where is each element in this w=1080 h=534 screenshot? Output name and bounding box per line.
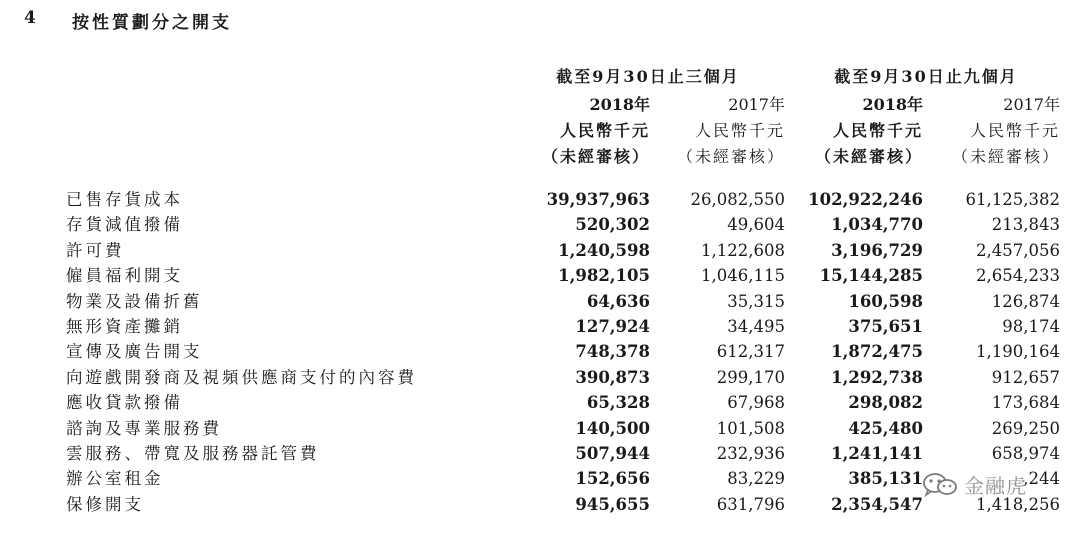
row-label: 應收貸款撥備 [66, 393, 183, 413]
table-row [0, 187, 1080, 212]
cell-2017-q3: 49,604 [727, 215, 785, 235]
cell-2017-q3: 83,229 [727, 469, 785, 489]
cell-2017-9m: 912,657 [991, 367, 1060, 387]
column-header-1 [510, 92, 650, 170]
section-title: 按性質劃分之開支 [72, 13, 232, 33]
table-row [0, 314, 1080, 339]
cell-2018-q3: 748,378 [575, 342, 650, 362]
cell-2017-q3: 101,508 [716, 418, 785, 438]
cell-2017-q3: 631,796 [716, 494, 785, 514]
cell-2018-9m: 375,651 [848, 316, 923, 336]
cell-2017-9m: 98,174 [1002, 316, 1060, 336]
column-audit-note: （未經審核） [814, 147, 923, 166]
table-row [0, 466, 1080, 491]
cell-2017-q3: 35,315 [727, 291, 785, 311]
cell-2018-9m: 1,292,738 [831, 367, 923, 387]
row-label: 保修開支 [66, 494, 144, 514]
row-label: 諮詢及專業服務費 [66, 418, 222, 438]
column-audit-note: （未經審核） [541, 147, 650, 166]
cell-2018-9m: 298,082 [848, 393, 923, 413]
row-label: 無形資產攤銷 [66, 316, 183, 336]
cell-2018-q3: 507,944 [575, 443, 650, 463]
column-unit: 人民幣千元 [832, 121, 923, 140]
column-year: 2018年 [589, 95, 650, 114]
cell-2018-q3: 945,655 [575, 494, 650, 514]
cell-2017-q3: 299,170 [716, 367, 785, 387]
column-year: 2018年 [862, 95, 923, 114]
watermark [922, 470, 1027, 499]
period-header-three-months: 截至9月30日止三個月 [556, 67, 740, 86]
row-label: 許可費 [66, 240, 125, 260]
column-unit: 人民幣千元 [969, 121, 1060, 140]
column-header-3 [783, 92, 923, 170]
cell-2018-q3: 64,636 [586, 291, 650, 311]
cell-2017-q3: 34,495 [727, 316, 785, 336]
cell-2018-9m: 15,144,285 [819, 266, 923, 286]
row-label: 已售存貨成本 [66, 190, 183, 209]
column-unit: 人民幣千元 [559, 121, 650, 140]
table-row [0, 365, 1080, 390]
column-unit: 人民幣千元 [694, 121, 785, 140]
cell-2018-9m: 102,922,246 [808, 190, 923, 209]
column-header-2 [645, 92, 785, 170]
row-label: 宣傳及廣告開支 [66, 342, 203, 362]
cell-2018-q3: 390,873 [575, 367, 650, 387]
cell-2017-9m: 61,125,382 [965, 190, 1060, 209]
cell-2018-q3: 140,500 [575, 418, 650, 438]
cell-2018-q3: 520,302 [575, 215, 650, 235]
cell-2018-q3: 1,240,598 [558, 240, 650, 260]
row-label: 雲服務、帶寬及服務器託管費 [66, 443, 320, 463]
cell-2017-q3: 1,122,608 [701, 240, 785, 260]
section-number: 4 [24, 8, 36, 28]
table-row [0, 238, 1080, 263]
cell-2018-9m: 160,598 [848, 291, 923, 311]
row-label: 向遊戲開發商及視頻供應商支付的內容費 [66, 367, 417, 387]
cell-2018-9m: 385,131 [848, 469, 923, 489]
period-header-nine-months: 截至9月30日止九個月 [834, 67, 1018, 86]
cell-2017-9m: 1,190,164 [976, 342, 1060, 362]
column-audit-note: （未經審核） [676, 147, 785, 166]
table-row [0, 441, 1080, 466]
column-year: 2017年 [1003, 95, 1060, 114]
cell-2018-9m: 3,196,729 [831, 240, 923, 260]
cell-2017-q3: 232,936 [716, 443, 785, 463]
cell-2018-9m: 2,354,547 [831, 494, 923, 514]
cell-2018-9m: 1,034,770 [831, 215, 923, 235]
column-header-4 [920, 92, 1060, 170]
cell-2017-q3: 26,082,550 [690, 190, 785, 209]
row-label: 辦公室租金 [66, 469, 164, 489]
watermark-text: 金融虎 [964, 474, 1027, 498]
column-audit-note: （未經審核） [951, 147, 1060, 166]
cell-2018-q3: 39,937,963 [546, 190, 650, 209]
cell-2017-9m: 2,654,233 [976, 266, 1060, 286]
cell-2017-9m: 2,457,056 [976, 240, 1060, 260]
cell-2017-9m: 658,974 [991, 443, 1060, 463]
table-row [0, 263, 1080, 288]
table-row [0, 339, 1080, 364]
table-row [0, 212, 1080, 237]
cell-2018-9m: 425,480 [848, 418, 923, 438]
table-row [0, 492, 1080, 517]
cell-2017-q3: 612,317 [716, 342, 785, 362]
table-row [0, 390, 1080, 415]
wechat-icon [922, 472, 958, 498]
table-row [0, 416, 1080, 441]
cell-2018-9m: 1,241,141 [831, 443, 923, 463]
cell-2017-9m: 213,843 [991, 215, 1060, 235]
cell-2018-q3: 127,924 [575, 316, 650, 336]
row-label: 僱員福利開支 [66, 266, 183, 286]
cell-2018-9m: 1,872,475 [831, 342, 923, 362]
cell-2017-9m: 173,684 [991, 393, 1060, 413]
cell-2018-q3: 152,656 [575, 469, 650, 489]
cell-2017-9m: 269,250 [991, 418, 1060, 438]
cell-2017-9m: ,244 [1023, 469, 1060, 489]
cell-2018-q3: 65,328 [586, 393, 650, 413]
table-row [0, 289, 1080, 314]
cell-2017-9m: 1,418,256 [976, 494, 1060, 514]
cell-2017-q3: 67,968 [727, 393, 785, 413]
cell-2017-q3: 1,046,115 [701, 266, 785, 286]
column-year: 2017年 [728, 95, 785, 114]
cell-2017-9m: 126,874 [991, 291, 1060, 311]
row-label: 物業及設備折舊 [66, 291, 203, 311]
row-label: 存貨減值撥備 [66, 215, 183, 235]
expense-table [0, 187, 1080, 517]
cell-2018-q3: 1,982,105 [558, 266, 650, 286]
